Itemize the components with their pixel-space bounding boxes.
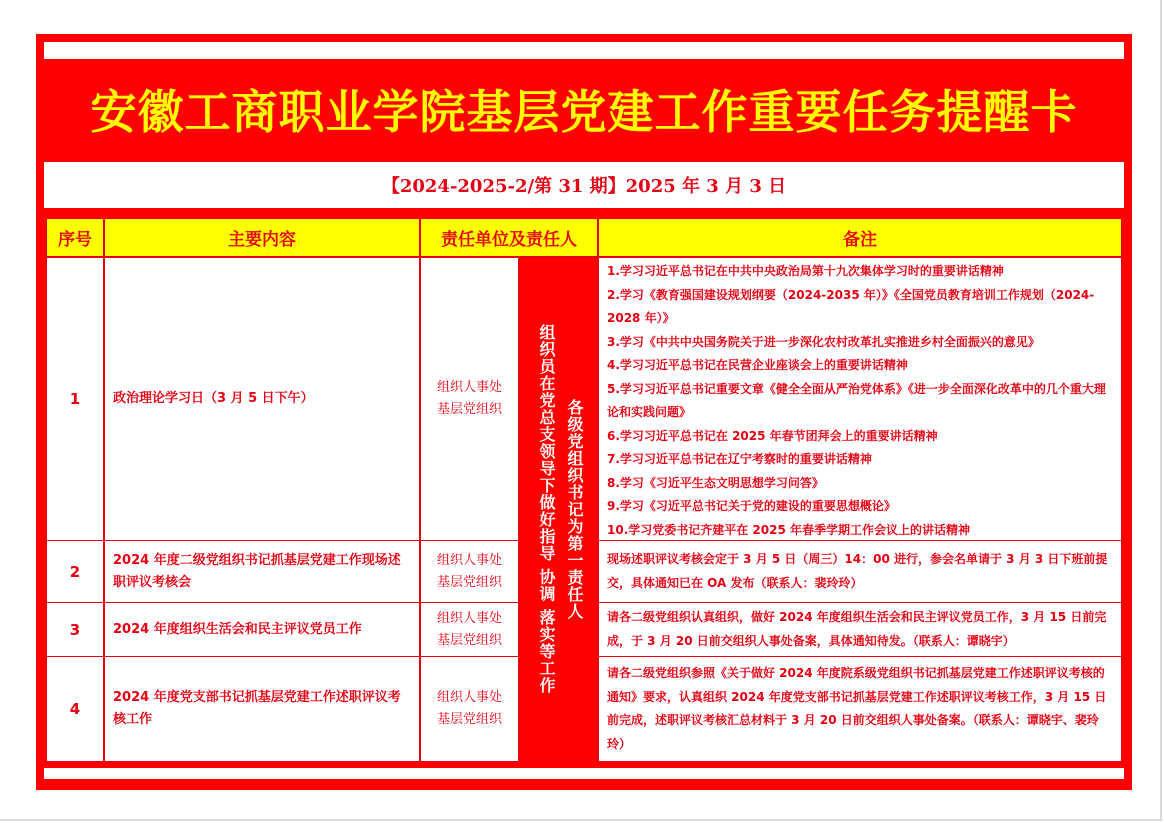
row-1-remarks bbox=[598, 257, 1122, 541]
row-3-unit1: 组织人事处 bbox=[436, 610, 502, 626]
row-3-no: 3 bbox=[46, 602, 104, 657]
row-2-unit1: 组织人事处 bbox=[436, 552, 502, 568]
row-2-unit bbox=[420, 540, 519, 603]
card-title: 安徽工商职业学院基层党建工作重要任务提醒卡 bbox=[90, 85, 1078, 139]
row-2-unit2: 基层党组织 bbox=[436, 574, 502, 590]
remark-item: 6.学习习近平总书记在 2025 年春节团拜会上的重要讲话精神 bbox=[607, 428, 938, 443]
remark-item: 4.学习习近平总书记在民营企业座谈会上的重要讲话精神 bbox=[607, 358, 908, 372]
row-1-unit2: 基层党组织 bbox=[436, 402, 502, 417]
row-4-unit1: 组织人事处 bbox=[436, 690, 502, 705]
row-3-remark: 请各二级党组织认真组织，做好 2024 年度组织生活会和民主评议党员工作，3 月 15 日前完成，于 3 月 20 日前交组织人事处备案，具体通知待发。（联系人：谭晓宇） bbox=[598, 602, 1122, 657]
row-1-unit bbox=[420, 257, 519, 541]
header-no: 序号 bbox=[46, 218, 104, 257]
responsibility-column bbox=[519, 257, 598, 762]
remark-item: 7.学习习近平总书记在辽宁考察时的重要讲话精神 bbox=[607, 452, 872, 466]
row-2-no: 2 bbox=[46, 540, 104, 603]
row-2-content: 2024 年度二级党组织书记抓基层党建工作现场述职评议考核会 bbox=[104, 540, 420, 603]
header-resp: 责任单位及责任人 bbox=[420, 218, 598, 257]
row-3-unit2: 基层党组织 bbox=[436, 632, 502, 648]
row-1-no: 1 bbox=[46, 257, 104, 541]
row-4-content: 2024 年度党支部书记抓基层党建工作述职评议考核工作 bbox=[104, 656, 420, 762]
row-1-content: 政治理论学习日（3 月 5 日下午） bbox=[104, 257, 420, 541]
remark-item: 1.学习习近平总书记在中共中央政治局第十九次集体学习时的重要讲话精神 bbox=[607, 264, 1004, 278]
header-remark: 备注 bbox=[598, 218, 1122, 257]
task-table bbox=[46, 218, 1122, 762]
row-4-no: 4 bbox=[46, 656, 104, 762]
header-content: 主要内容 bbox=[104, 218, 420, 257]
row-3-unit bbox=[420, 602, 519, 657]
reminder-card bbox=[36, 34, 1132, 790]
remark-item: 3.学习《中共中央国务院关于进一步深化农村改革扎实推进乡村全面振兴的意见》 bbox=[607, 334, 1040, 349]
bottom-white-strip bbox=[44, 768, 1124, 779]
row-3-content: 2024 年度组织生活会和民主评议党员工作 bbox=[104, 602, 420, 657]
remark-item: 5.学习习近平总书记重要文章《健全全面从严治党体系》《进一步全面深化改革中的几个重大理论和实践问题》 bbox=[607, 381, 1106, 419]
top-white-strip bbox=[44, 42, 1124, 59]
resp-line-2: 组织员在党总支领导下做好指导 协调 落实等工作 bbox=[537, 324, 556, 695]
remark-item: 9.学习《习近平总书记关于党的建设的重要思想概论》 bbox=[607, 499, 896, 513]
issue-line: 【2024-2025-2/第 31 期】2025 年 3 月 3 日 bbox=[44, 162, 1124, 208]
remark-item: 8.学习《习近平生态文明思想学习问答》 bbox=[607, 475, 824, 490]
row-4-unit bbox=[420, 656, 519, 762]
row-2-remark: 现场述职评议考核会定于 3 月 5 日（周三）14：00 进行，参会名单请于 3 月 3 日下班前提交，具体通知已在 OA 发布（联系人：裴玲玲） bbox=[598, 540, 1122, 603]
row-1-unit1: 组织人事处 bbox=[436, 380, 502, 395]
row-4-remark: 请各二级党组织参照《关于做好 2024 年度院系级党组织书记抓基层党建工作述职评议考核的通知》要求，认真组织 2024 年度党支部书记抓基层党建工作述职评议考核工作，3 月 15 日前完成，述职评议考核汇总材料于 3 月 20 日前交组织人事处备案。（联系人：谭晓宇、裴玲玲） bbox=[598, 656, 1122, 762]
resp-line-1: 各级党组织书记为第一责任人 bbox=[565, 399, 584, 620]
remark-item: 2.学习《教育强国建设规划纲要（2024-2035 年）》《全国党员教育培训工作规划（2024-2028 年）》 bbox=[607, 287, 1095, 325]
remark-item: 10.学习党委书记齐建平在 2025 年春季学期工作会议上的讲话精神 bbox=[607, 522, 971, 537]
row-4-unit2: 基层党组织 bbox=[436, 712, 502, 727]
